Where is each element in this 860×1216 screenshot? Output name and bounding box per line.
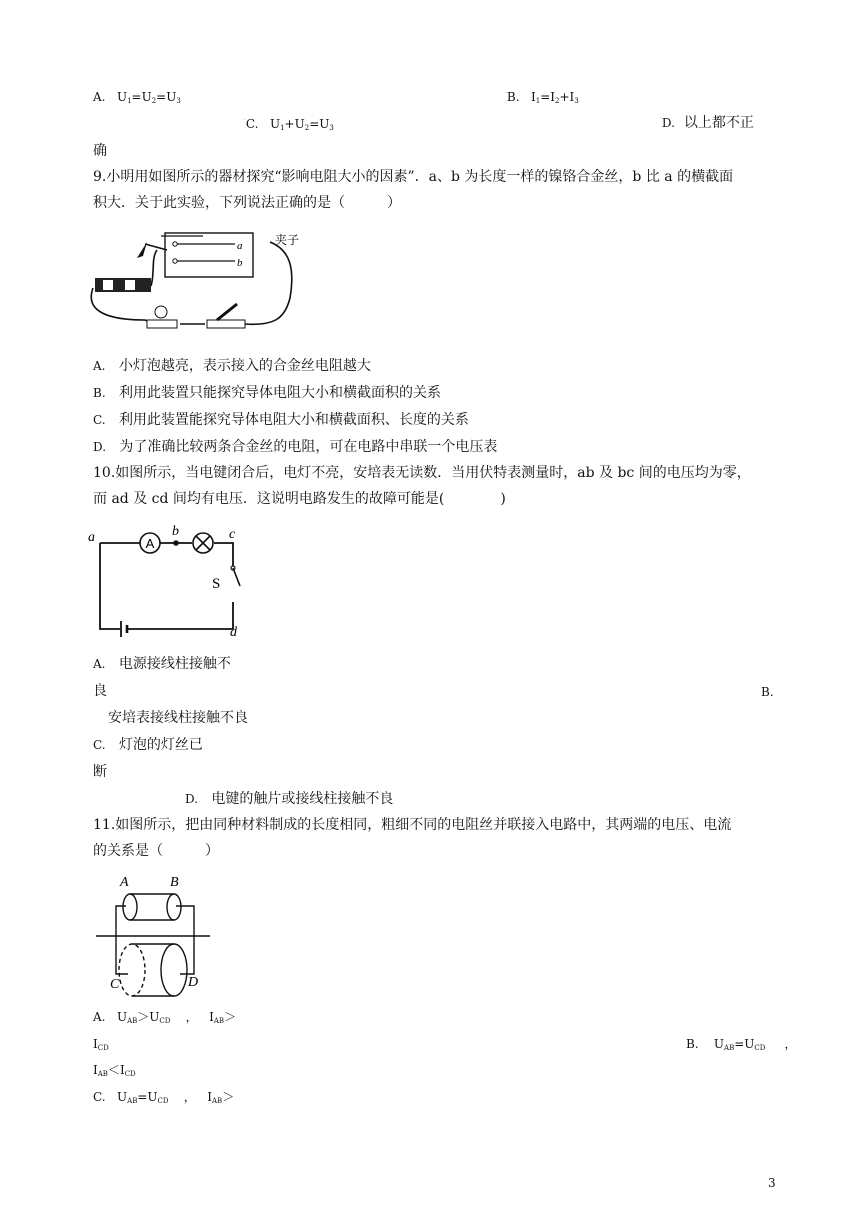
end-d-label: D: [188, 975, 199, 990]
q9-option-d: D. 为了准确比较两条合金丝的电阻，可在电路中串联一个电压表: [93, 439, 498, 455]
point-d-label: d: [230, 625, 237, 640]
q10-option-b: 安培表接线柱接触不良: [108, 710, 248, 726]
q11-stem-line1: 11.如图所示，把由同种材料制成的长度相同，粗细不同的电阻丝并联接入电路中，其两端的电压、电流: [93, 817, 732, 833]
point-b-label: b: [172, 524, 179, 539]
q10-option-c-wrap: 断: [93, 764, 107, 780]
q10-circuit-figure: [86, 524, 256, 640]
q10-stem-line2: 而 ad 及 cd 间均有电压．这说明电路发生的故障可能是( ): [93, 491, 506, 507]
end-b-label: B: [170, 875, 179, 890]
wire-b-label: b: [237, 257, 243, 269]
switch-label: S: [212, 576, 221, 592]
q11-option-a: A. $U_{AB}>U_{CD}$ ， $I_{AB}>$: [93, 1010, 237, 1025]
q9-stem-line2: 积大．关于此实验，下列说法正确的是（ ）: [93, 195, 401, 211]
q8-option-c: ·C. $U_1+U_2=U_3$: [244, 117, 334, 132]
q10-option-c: C. 灯泡的灯丝已: [93, 737, 203, 753]
q8-option-b: ·B. $I_1=I_2+I_3$: [505, 90, 579, 105]
page-number: 3: [768, 1176, 776, 1190]
point-c-label: c: [229, 527, 236, 542]
q11-resistor-figure: [94, 870, 218, 998]
q10-stem-line1: 10.如图所示，当电键闭合后，电灯不亮，安培表无读数．当用伏特表测量时，ab 及 bc 间的电压均为零，: [93, 465, 751, 481]
q11-option-c: C. $U_{AB}=U_{CD}$ ， $I_{AB}>$: [93, 1090, 235, 1105]
wire-a-label: a: [237, 240, 243, 252]
q11-option-a-wrap: $I_{CD}$: [93, 1037, 109, 1052]
q11-option-b: B. $U_{AB}=U_{CD}$ ，: [686, 1037, 797, 1052]
q10-option-d: D. 电键的触片或接线柱接触不良: [185, 791, 394, 807]
end-a-label: A: [120, 875, 129, 890]
q10-option-b-label: B.: [761, 685, 774, 699]
q10-option-a-wrap: 良: [93, 683, 107, 699]
ammeter-symbol: A: [145, 536, 155, 551]
q9-circuit-figure: [85, 228, 315, 336]
clip-label: 夹子: [275, 233, 300, 247]
q11-option-b-wrap: $I_{AB}<I_{CD}$: [93, 1063, 136, 1078]
q9-stem-line1: 9.小明用如图所示的器材探究“影响电阻大小的因素”．a、b 为长度一样的镍铬合金丝，b 比 a 的横截面: [93, 169, 734, 185]
q8-option-d-wrap: 确: [93, 143, 107, 159]
point-a-label: a: [88, 530, 95, 545]
end-c-label: C: [110, 977, 120, 992]
q8-option-d: ·D. 以上都不正: [660, 115, 754, 131]
q9-option-b: B. 利用此装置只能探究导体电阻大小和横截面积的关系: [93, 385, 441, 401]
q10-option-a: A. 电源接线柱接触不: [93, 656, 231, 672]
q8-option-a: A. $U_1=U_2=U_3$: [93, 90, 181, 105]
q9-option-c: C. 利用此装置能探究导体电阻大小和横截面积、长度的关系: [93, 412, 469, 428]
q11-stem-line2: 的关系是（ ）: [93, 843, 219, 859]
q9-option-a: A. 小灯泡越亮，表示接入的合金丝电阻越大: [93, 358, 371, 374]
